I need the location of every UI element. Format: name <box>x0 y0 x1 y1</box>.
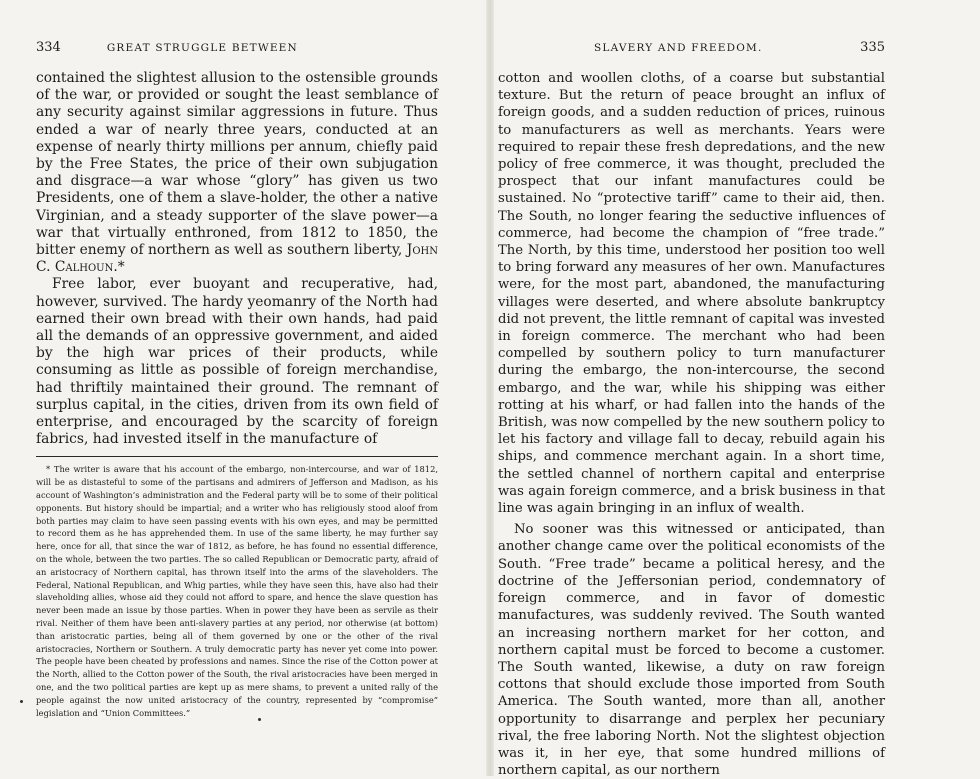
right-paragraph-2: No sooner was this witnessed or anticipated, than another change came over the political economists of the South. “Free trade” became a political heresy, and the doctrine of the Jeffersonian period, condemnatory of foreign commerce, and in favor of domestic manufactures, was suddenly revived. The South wanted an increasing northern market for her cotton, and northern capital must be forced to become a customer. The South wanted, likewise, a duty on raw foreign cottons that should exclude those imported from South America. The South wanted, more than all, another opportunity to disarrange and perplex her pecuniary rival, the free laboring North. Not the slightest objection was it, in her eye, that some hundred millions of northern capital, as our northern <box>498 522 885 779</box>
left-paragraph-2: Free labor, ever buoyant and recuperative, had, however, survived. The hardy yeomanry of the North had earned their own bread with their own hands, had paid all the demands of an oppressive government, and aided by the high war prices of their products, while consuming as little as possible of foreign merchandise, had thriftily maintained their ground. The remnant of surplus capital, in the cities, driven from its own field of enterprise, and encouraged by the scarcity of foreign fabrics, had invested itself in the manufacture of <box>36 276 438 448</box>
left-page-number: 334 <box>36 40 61 55</box>
right-running-head: SLAVERY AND FREEDOM. <box>594 42 763 54</box>
left-page-header <box>36 40 438 70</box>
left-page <box>0 0 490 776</box>
left-running-head: GREAT STRUGGLE BETWEEN <box>106 42 298 54</box>
footnote <box>36 463 438 719</box>
right-page <box>490 0 980 779</box>
speck-mark <box>20 700 23 703</box>
speck-mark <box>258 718 261 721</box>
left-continued-text: contained the slightest allusion to the ostensible grounds of the war, or provided or sought the least semblance of any security against similar aggressions in future. Thus ended a war of nearly three years, conducted at an expense of nearly thirty millions per annum, chiefly paid by the Free States, the price of their own subjugation and disgrace—a war whose “glory” has given us two Presidents, one of them a slave-holder, the other a native Virginian, and a steady supporter of the slave power—a war that virtually enthroned, from 1812 to 1850, the bitter enemy of northern as well as southern liberty, <box>36 70 438 259</box>
right-page-number: 335 <box>860 40 885 55</box>
right-continued-paragraph: cotton and woollen cloths, of a coarse but substantial texture. But the return of peace brought an influx of foreign goods, and a sudden reduction of prices, ruinous to manufacturers as well as merchants. Years were required to repair these fresh depredations, and the new policy of free commerce, it was thought, precluded the prospect that our infant manufactures could be sustained. No “protective tariff” came to their aid, then. The South, no longer fearing the seductive influences of commerce, had become the champion of “free trade.” The North, by this time, understood her position too well to bring forward any measures of her own. Manufactures were, for the most part, abandoned, the manufacturing villages were deserted, and where absolute bankruptcy did not prevent, the little remnant of capital was invested in foreign commerce. The merchant who had been compelled by southern policy to turn manufacturer during the embargo, the non-intercourse, the second embargo, and the war, while his shipping was either rotting at his wharf, or had fallen into the hands of the British, was now compelled by the new southern policy to let his factory and village fall to decay, rebuild again his ships, and commence merchant again. In a short time, the settled channel of northern capital and enterprise was again foreign commerce, and a brisk business in that line was again bringing in an influx of wealth. <box>498 71 885 517</box>
left-body-text <box>36 70 438 448</box>
footnote-rule <box>36 456 438 457</box>
footnote-text: * The writer is aware that his account of the embargo, non-intercourse, and war of 1812, will be as distasteful to some of the partisans and admirers of Jefferson and Madison, as his account of Washington’s administration and the Federal party will be to some of their political opponents. But history should be impartial; and a writer who has religiously stood aloof from both parties may claim to have seen passing events with his own eyes, and may be permitted to record them as he has apprehended them. In use of the same liberty, he may further say here, once for all, that since the war of 1812, as before, he has found no essential difference, on the whole, between the two parties. The so called Republican or Democratic party, afraid of an aristocracy of Northern capital, has thrown itself into the arms of the slaveholders. The Federal, National Republican, and Whig parties, while they have seen this, have also had their slaveholding allies, whose aid they could not afford to spare, and hence the slave question has never been made an issue by those parties. When in power they have been as servile as their rival. Neither of them have been anti-slavery parties at any period, nor otherwise (at bottom) than aristocratic parties, being all of them governed by one or the other of the rival aristocracies, Northern or Southern. A truly democratic party has never yet come into power. The people have been cheated by professions and names. Since the rise of the Cotton power at the North, allied to the Cotton power of the South, the rival aristocracies have been merged in one, and the two political parties are kept up as mere shams, to prevent a united rally of the people against the now united aristocracy of the country, represented by “compromise” legislation and “Union Committees.” <box>36 464 438 718</box>
signature: John C. Calhoun.* <box>36 242 438 276</box>
right-page-header <box>498 40 885 70</box>
left-continued-paragraph <box>36 70 438 276</box>
right-body-text <box>498 70 885 779</box>
